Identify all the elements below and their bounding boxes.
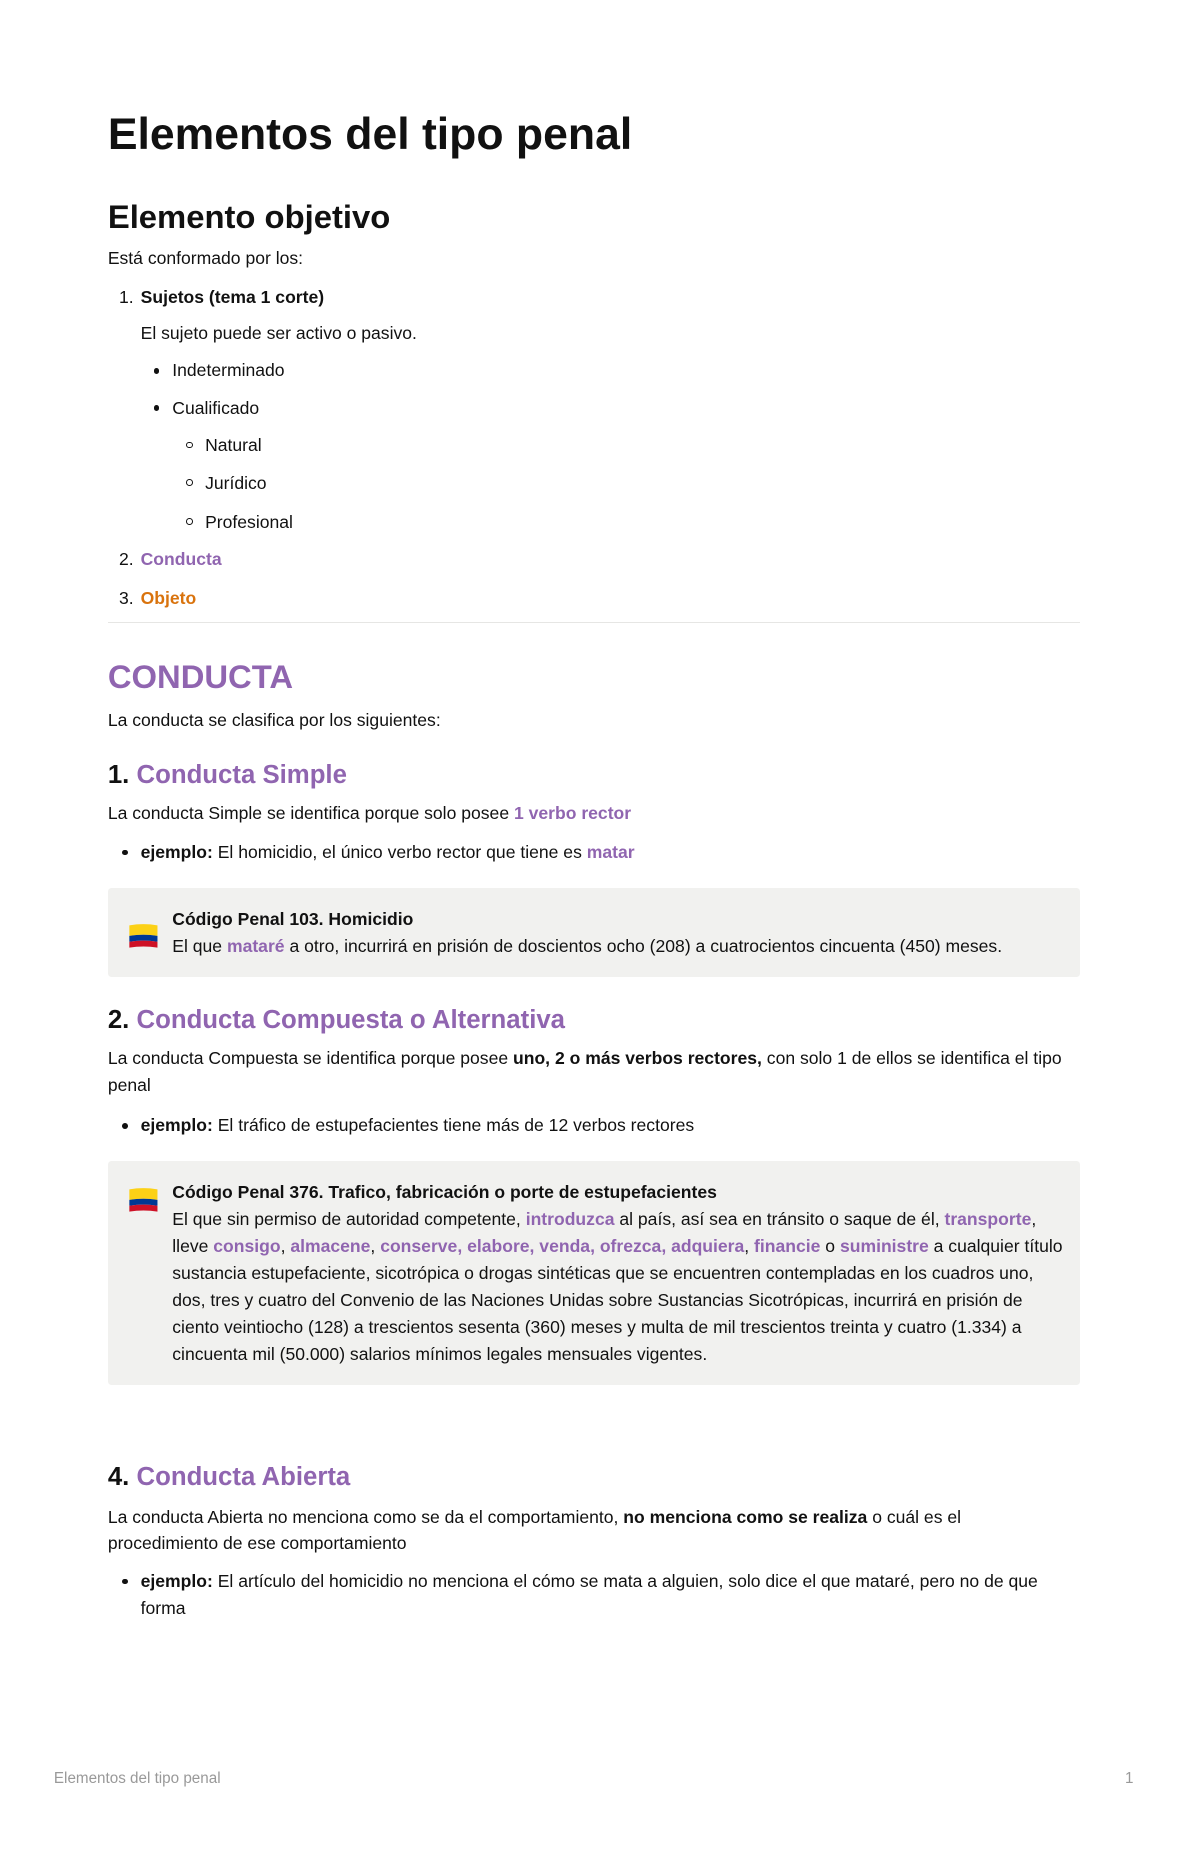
text-segment: El que sin permiso de autoridad competente, (172, 1208, 526, 1229)
list-label: Sujetos (tema 1 corte) (140, 286, 325, 307)
bullet-text: Natural (205, 435, 262, 456)
footer-title: Elementos del tipo penal (53, 1769, 221, 1787)
divider (108, 622, 1081, 623)
section-heading-conducta: CONDUCTA (107, 658, 294, 696)
page-title: Elementos del tipo penal (107, 109, 633, 159)
text-segment: a cualquier título sustancia estupefaciente, sicotrópica o drogas sintéticas que se encuentren contempladas en los cuadros uno, dos, tres y cuatro del Convenio de las Naciones Unidas sobre Sustancias Sicotrópicas, incurrirá en prisión de ciento veintiocho (128) a trescientos sesenta (360) meses y multa de mil trescientos treinta y cuatro (1.334) a cincuenta mil (50.000) salarios mínimos legales mensuales vigentes. (172, 1235, 1063, 1364)
list-item (172, 395, 259, 422)
highlight: 1 verbo rector (513, 803, 632, 824)
list-number: 1. (118, 286, 134, 307)
heading-conducta-simple (108, 759, 347, 792)
list-item-objeto (118, 585, 197, 612)
circle-bullet-icon (186, 442, 193, 449)
verb-highlight: suministre (839, 1235, 929, 1256)
bullet-text: Profesional (205, 511, 293, 532)
bullet-icon (122, 850, 128, 856)
text-segment: , (370, 1235, 381, 1256)
heading-number: 1. (107, 761, 130, 790)
list-item (205, 470, 267, 497)
callout-body: El que mataré a otro, incurrirá en prisión de doscientos ocho (208) a cuatrocientos cincuenta (450) meses. (172, 935, 1003, 956)
callout-estupefacientes (108, 1161, 1081, 1385)
list-number: 3. (118, 587, 134, 608)
heading-conducta-compuesta: 2. Conducta Compuesta o Alternativa (107, 1006, 566, 1035)
callout-homicidio (108, 888, 1081, 977)
text-segment: , (280, 1235, 291, 1256)
conducta-link[interactable]: Conducta (140, 549, 222, 570)
heading-conducta-abierta: 4. Conducta Abierta (107, 1463, 351, 1492)
colombia-flag-icon (127, 1187, 160, 1213)
text-segment: , lleve (172, 1208, 1037, 1256)
example-item: ejemplo: El homicidio, el único verbo rector que tiene es matar (141, 839, 635, 866)
text-segment: al país, así sea en tránsito o saque de él, (614, 1208, 945, 1229)
verb-highlight: conserve, elabore, venda, ofrezca, adquiera (380, 1235, 745, 1256)
callout-title: Código Penal 376. Trafico, fabricación o porte de estupefacientes (172, 1181, 717, 1202)
callout-body (172, 1206, 1063, 1368)
colombia-flag-icon (127, 923, 160, 949)
bullet-icon (122, 1123, 128, 1129)
objeto-link[interactable]: Objeto (140, 587, 197, 608)
verb-highlight: transporte (944, 1208, 1032, 1229)
paragraph: La conducta Compuesta se identifica porque posee uno, 2 o más verbos rectores, con solo 1 de ellos se identifica el tipo penal (107, 1048, 1062, 1096)
bullet-text: Indeterminado (172, 360, 285, 381)
bullet-icon (154, 405, 160, 411)
text-segment: o (820, 1235, 840, 1256)
list-item (205, 432, 262, 459)
list-item-sujetos (118, 284, 325, 311)
page-number: 1 (1125, 1769, 1134, 1787)
list-number: 2. (118, 549, 134, 570)
paragraph: La conducta Simple se identifica porque solo posee 1 verbo rector (107, 803, 632, 824)
list-item-conducta (118, 546, 222, 573)
bullet-text: Jurídico (205, 472, 267, 493)
example-item: ejemplo: El artículo del homicidio no menciona el cómo se mata a alguien, solo dice el que mataré, pero no de que forma (141, 1568, 1073, 1622)
example-item: ejemplo: El tráfico de estupefacientes tiene más de 12 verbos rectores (141, 1112, 695, 1139)
verb-highlight: almacene (290, 1235, 371, 1256)
paragraph: La conducta Abierta no menciona como se da el comportamiento, no menciona como se realiza o cuál es el procedimiento de ese comportamiento (107, 1506, 962, 1554)
bullet-icon (122, 1579, 128, 1585)
heading-title: Conducta Simple (136, 761, 347, 790)
circle-bullet-icon (186, 518, 193, 525)
section-heading-objetivo: Elemento objetivo (107, 197, 391, 235)
list-item (172, 357, 284, 384)
bullet-text: Cualificado (172, 397, 260, 418)
callout-title: Código Penal 103. Homicidio (172, 908, 414, 929)
intro-text: La conducta se clasifica por los siguientes: (107, 709, 441, 730)
intro-text: Está conformado por los: (107, 247, 304, 268)
list-item (205, 509, 293, 536)
circle-bullet-icon (186, 479, 193, 486)
verb-highlight: consigo (213, 1235, 281, 1256)
verb-highlight: financie (754, 1235, 821, 1256)
text-segment: , (744, 1235, 755, 1256)
bullet-icon (154, 368, 160, 374)
sujeto-description: El sujeto puede ser activo o pasivo. (140, 322, 417, 343)
verb-highlight: introduzca (525, 1208, 615, 1229)
